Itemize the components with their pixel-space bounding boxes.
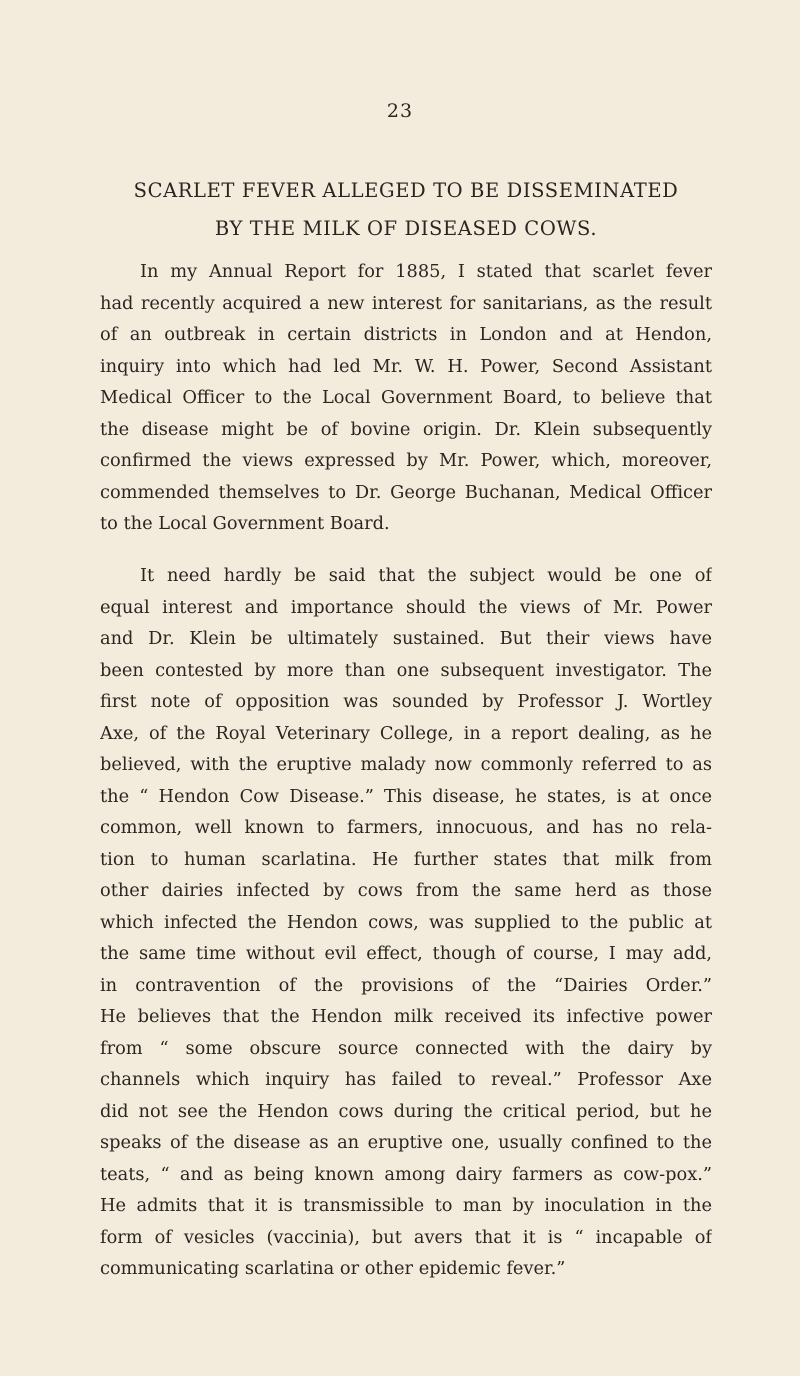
text-line: speaks of the disease as an eruptive one, usually confined to the — [100, 1132, 712, 1153]
text-line: had recently acquired a new interest for sanitarians, as the result — [100, 292, 712, 314]
text-line: channels which inquiry has failed to reveal.” Professor Axe — [100, 1069, 712, 1090]
text-line: teats, “ and as being known among dairy farmers as cow-pox.” — [100, 1163, 712, 1185]
text-line: believed, with the eruptive malady now commonly referred to as — [100, 754, 712, 775]
text-line: the disease might be of bovine origin. Dr. Klein subsequently — [100, 418, 712, 440]
text-line: common, well known to farmers, innocuous, and has no rela- — [100, 817, 712, 838]
text-line: which infected the Hendon cows, was supplied to the public at — [100, 911, 712, 933]
text-line: other dairies infected by cows from the same herd as those — [100, 880, 712, 901]
text-line: first note of opposition was sounded by Professor J. Wortley — [100, 691, 712, 712]
paragraph-annual-report — [100, 256, 712, 540]
text-line: equal interest and importance should the views of Mr. Power — [100, 596, 712, 618]
section-heading — [100, 172, 712, 248]
text-line: He admits that it is transmissible to man by inoculation in the — [100, 1195, 712, 1216]
text-line: and Dr. Klein be ultimately sustained. But their views have — [100, 628, 712, 649]
text-line: He believes that the Hendon milk received its infective power — [100, 1006, 712, 1027]
text-line: in contravention of the provisions of the “Dairies Order.” — [100, 974, 712, 996]
text-line: Medical Officer to the Local Government Board, to believe that — [100, 387, 712, 408]
text-line: commended themselves to Dr. George Buchanan, Medical Officer — [100, 481, 712, 503]
paragraph-opposition — [100, 560, 712, 1285]
text-line: communicating scarlatina or other epidemic fever.” — [100, 1258, 566, 1279]
text-line: tion to human scarlatina. He further states that milk from — [100, 848, 712, 870]
text-line: In my Annual Report for 1885, I stated that scarlet fever — [140, 261, 712, 282]
text-line: from “ some obscure source connected with the dairy by — [100, 1037, 712, 1059]
text-line: of an outbreak in certain districts in London and at Hendon, — [100, 324, 712, 345]
heading-line: BY THE MILK OF DISEASED COWS. — [214, 217, 598, 240]
text-line: Axe, of the Royal Veterinary College, in a report dealing, as he — [100, 722, 712, 744]
text-line: the “ Hendon Cow Disease.” This disease, he states, is at once — [100, 785, 712, 807]
text-line: It need hardly be said that the subject would be one of — [140, 565, 712, 586]
text-line: confirmed the views expressed by Mr. Power, which, moreover, — [100, 450, 712, 471]
page-number: 23 — [386, 100, 414, 122]
heading-line: SCARLET FEVER ALLEGED TO BE DISSEMINATED — [133, 179, 679, 202]
text-line: the same time without evil effect, though of course, I may add, — [100, 943, 712, 964]
text-line: form of vesicles (vaccinia), but avers that it is “ incapable of — [100, 1226, 712, 1248]
text-line: inquiry into which had led Mr. W. H. Power, Second Assistant — [100, 355, 712, 377]
text-line: to the Local Government Board. — [100, 513, 390, 534]
text-line: did not see the Hendon cows during the critical period, but he — [100, 1100, 712, 1122]
text-line: been contested by more than one subsequent investigator. The — [100, 659, 712, 681]
